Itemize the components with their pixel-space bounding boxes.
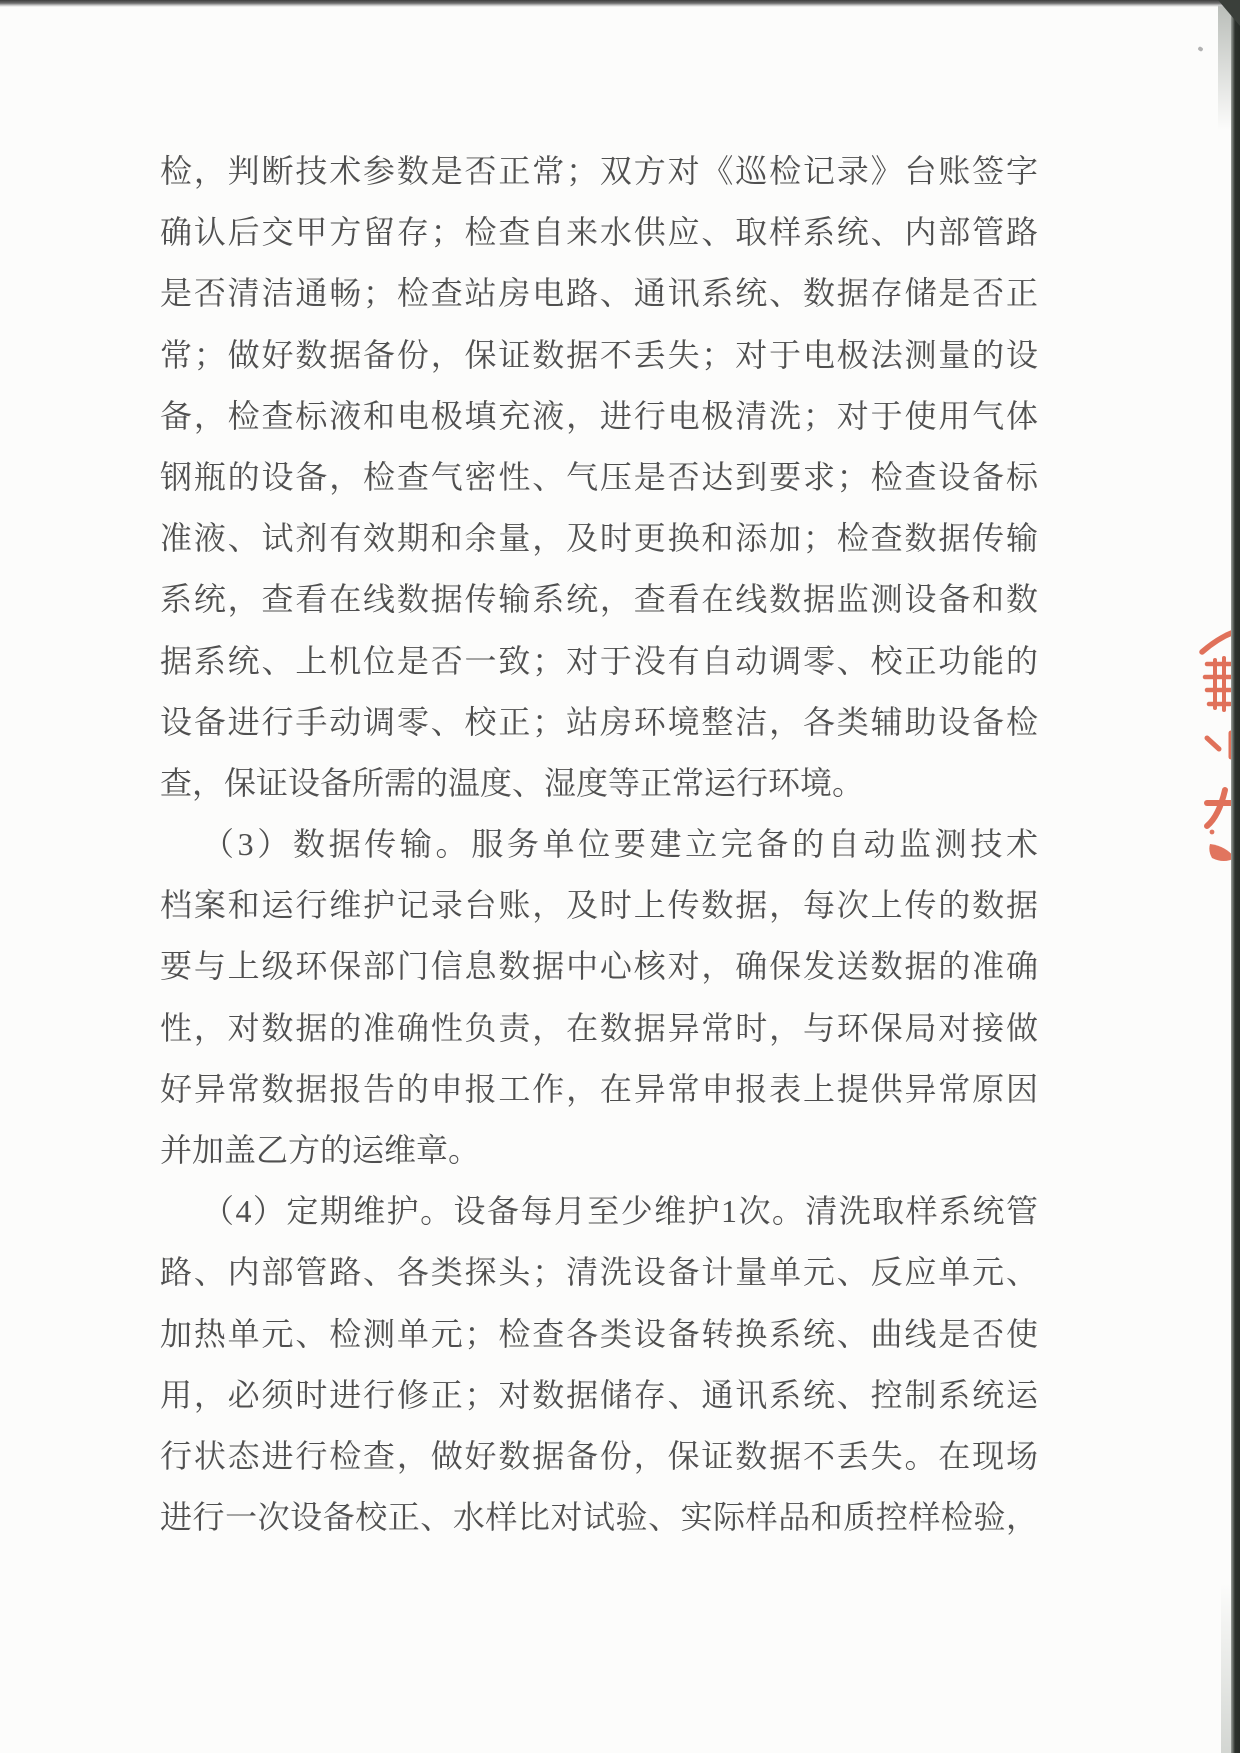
text-line-22: 行状态进行检查，做好数据备份，保证数据不丢失。在现场 bbox=[160, 1437, 1038, 1474]
document-body bbox=[160, 141, 1038, 1548]
scan-edge-right bbox=[1231, 0, 1240, 1753]
text-line-2: 确认后交甲方留存；检查自来水供应、取样系统、内部管路 bbox=[160, 214, 1038, 251]
text-line-15: 性，对数据的准确性负责，在数据异常时，与环保局对接做 bbox=[160, 1009, 1038, 1046]
text-line-11: 查，保证设备所需的温度、湿度等正常运行环境。 bbox=[160, 764, 865, 801]
scan-corner-top-right bbox=[1218, 0, 1240, 26]
text-line-10: 设备进行手动调零、校正；站房环境整洁，各类辅助设备检 bbox=[160, 703, 1038, 740]
text-line-4: 常；做好数据备份，保证数据不丢失；对于电极法测量的设 bbox=[160, 336, 1038, 373]
text-line-17: 并加盖乙方的运维章。 bbox=[160, 1132, 481, 1168]
text-line-9: 据系统、上机位是否一致；对于没有自动调零、校正功能的 bbox=[160, 642, 1038, 679]
text-line-1: 检，判断技术参数是否正常；双方对《巡检记录》台账签字 bbox=[160, 153, 1038, 189]
text-line-16: 好异常数据报告的申报工作，在异常申报表上提供异常原因 bbox=[160, 1070, 1038, 1107]
text-line-13: 档案和运行维护记录台账，及时上传数据，每次上传的数据 bbox=[160, 887, 1038, 924]
scan-edge-right-fade-bottom bbox=[1221, 1583, 1231, 1753]
text-line-8: 系统，查看在线数据传输系统，查看在线数据监测设备和数 bbox=[160, 581, 1038, 618]
text-line-21: 用，必须时进行修正；对数据储存、通讯系统、控制系统运 bbox=[160, 1376, 1038, 1413]
text-line-6: 钢瓶的设备，检查气密性、气压是否达到要求；检查设备标 bbox=[160, 458, 1038, 495]
scan-edge-top bbox=[0, 0, 1240, 7]
text-line-23: 进行一次设备校正、水样比对试验、实际样品和质控样检验， bbox=[160, 1499, 1038, 1536]
text-line-7: 准液、试剂有效期和余量，及时更换和添加；检查数据传输 bbox=[160, 520, 1038, 557]
scan-speck bbox=[1197, 46, 1203, 52]
text-line-18: （4）定期维护。设备每月至少维护1次。清洗取样系统管 bbox=[202, 1193, 1038, 1230]
text-line-20: 加热单元、检测单元；检查各类设备转换系统、曲线是否使 bbox=[160, 1315, 1038, 1352]
text-line-3: 是否清洁通畅；检查站房电路、通讯系统、数据存储是否正 bbox=[160, 275, 1038, 312]
text-line-19: 路、内部管路、各类探头；清洗设备计量单元、反应单元、 bbox=[160, 1254, 1038, 1291]
text-line-14: 要与上级环保部门信息数据中心核对，确保发送数据的准确 bbox=[160, 948, 1038, 985]
text-line-5: 备，检查标液和电极填充液，进行电极清洗；对于使用气体 bbox=[160, 397, 1038, 434]
text-line-12: （3）数据传输。服务单位要建立完备的自动监测技术 bbox=[202, 826, 1038, 863]
